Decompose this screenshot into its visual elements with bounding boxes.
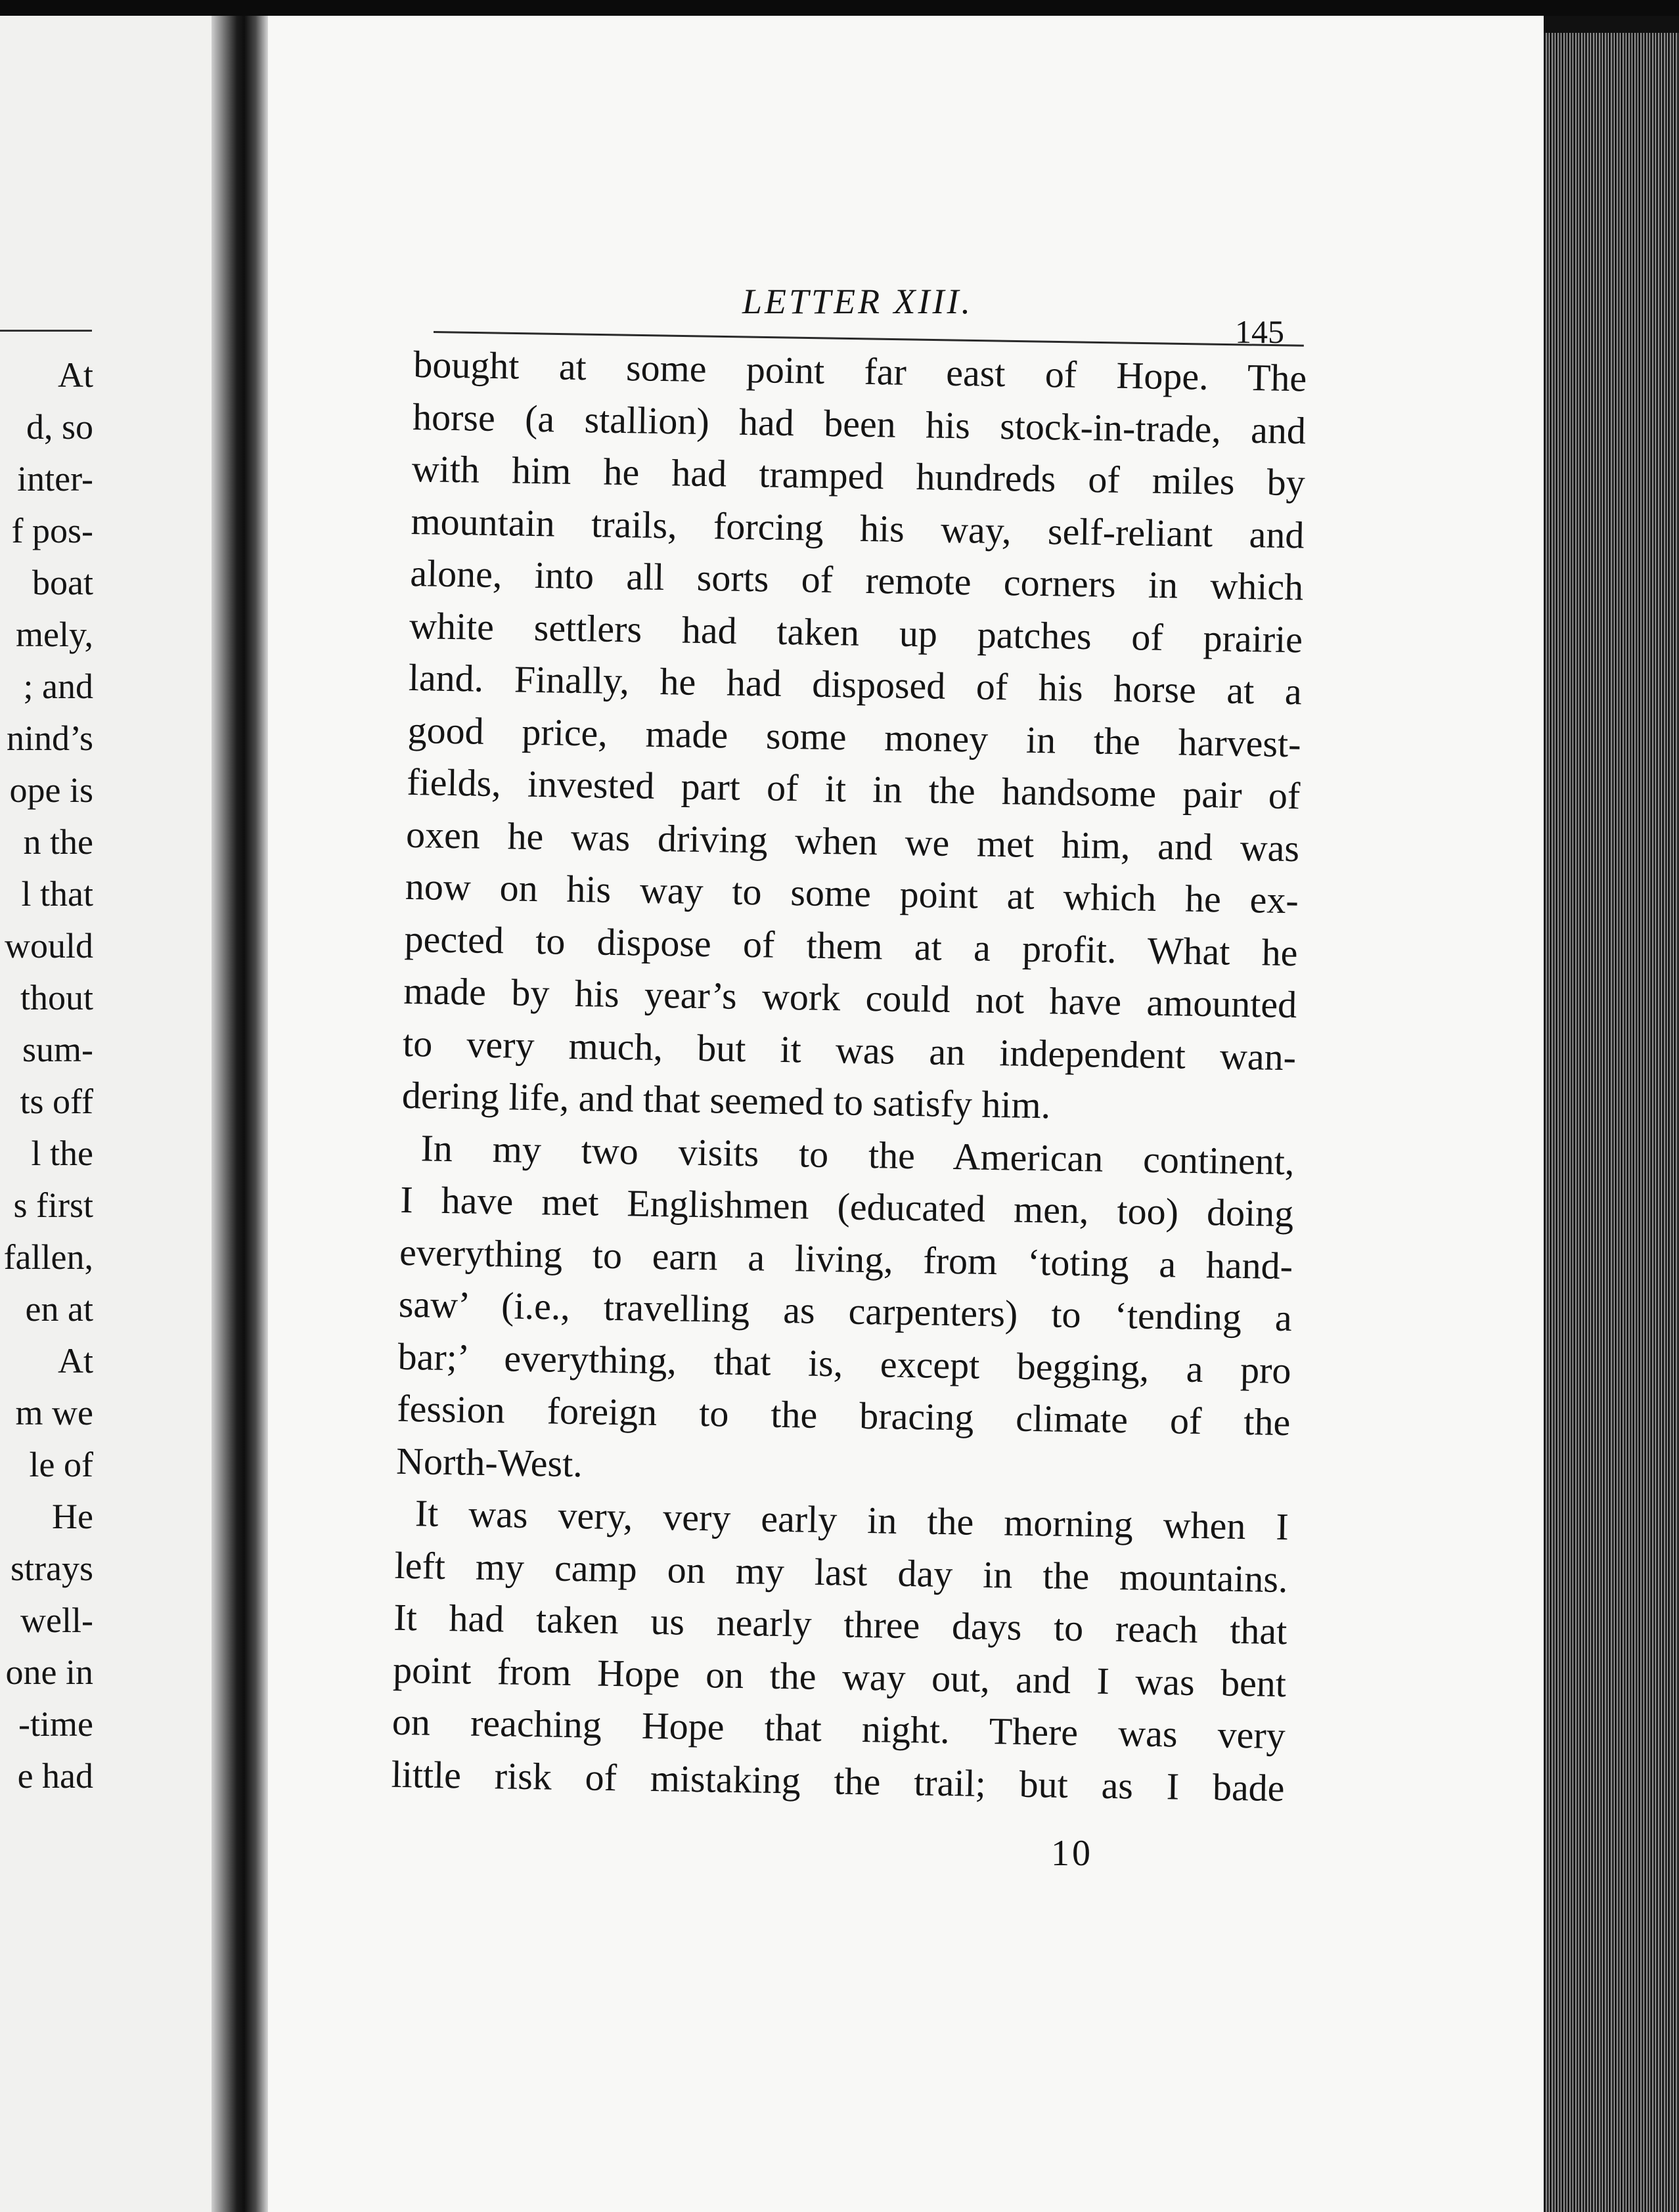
- text-line: alone, into all sorts of remote corners in which: [409, 551, 1304, 609]
- left-line: ts off: [20, 1082, 93, 1121]
- text-line: horse (a stallion) had been his stock-in-trade, and: [412, 395, 1307, 452]
- left-line: d, so: [26, 407, 93, 447]
- left-line: one in: [5, 1652, 93, 1692]
- left-line: He: [52, 1497, 93, 1536]
- left-line: fallen,: [3, 1237, 93, 1277]
- text-line: saw’ (i.e., travelling as carpenters) to ‘tending a: [398, 1282, 1293, 1340]
- left-page-rule: [0, 330, 92, 332]
- book-gutter: [212, 16, 268, 2212]
- text-line: mountain trails, forcing his way, self-reliant and: [411, 499, 1305, 556]
- page-number: 145: [1235, 313, 1284, 350]
- left-line: well-: [20, 1601, 93, 1640]
- text-line: now on his way to some point at which he ex-: [405, 864, 1299, 922]
- text-line: fields, invested part of it in the handsome pair of: [406, 760, 1301, 818]
- text-line: fession foreign to the bracing climate of the: [396, 1386, 1291, 1444]
- left-line: mely,: [16, 615, 93, 654]
- text-line: land. Finally, he had disposed of his horse at a: [408, 655, 1303, 713]
- left-line: en at: [25, 1289, 93, 1329]
- left-line: At: [58, 1341, 93, 1381]
- text-line: bar;’ everything, that is, except begging, a pro: [397, 1335, 1291, 1392]
- text-line: on reaching Hope that night. There was very: [392, 1700, 1286, 1758]
- left-line: -time: [18, 1704, 93, 1744]
- left-line: ; and: [23, 667, 93, 706]
- left-line: m we: [15, 1393, 93, 1432]
- left-line: l the: [31, 1134, 93, 1173]
- text-line: dering life, and that seemed to satisfy him.: [401, 1073, 1051, 1127]
- text-line: left my camp on my last day in the mountains.: [394, 1543, 1289, 1601]
- left-line: f pos-: [11, 511, 93, 550]
- running-head: [434, 281, 1307, 350]
- text-line: I have met Englishmen (educated men, too) doing: [399, 1178, 1294, 1235]
- left-line: inter-: [17, 459, 93, 498]
- text-line: made by his year’s work could not have amounted: [403, 969, 1297, 1027]
- text-line: to very much, but it was an independent wan-: [402, 1021, 1297, 1078]
- scan-top-shadow: [0, 0, 1679, 16]
- left-line: strays: [11, 1549, 93, 1588]
- body-text: [391, 338, 1307, 1814]
- text-line: oxen he was driving when we met him, and was: [405, 812, 1300, 870]
- left-line: e had: [17, 1756, 93, 1796]
- text-line: point from Hope on the way out, and I was bent: [392, 1648, 1287, 1705]
- text-line: In my two visits to the American continent,: [420, 1126, 1295, 1183]
- text-line: It was very, very early in the morning when I: [414, 1492, 1289, 1549]
- left-line: s first: [13, 1185, 93, 1225]
- text-line: North-West.: [395, 1439, 583, 1485]
- left-page-text: [0, 349, 93, 1802]
- text-line: good price, made some money in the harvest-: [407, 708, 1301, 765]
- left-line: would: [5, 926, 93, 965]
- text-line: with him he had tramped hundreds of miles by: [411, 447, 1306, 504]
- running-head-title: LETTER XIII.: [742, 282, 973, 321]
- left-line: le of: [29, 1445, 93, 1484]
- page-edges: [1544, 33, 1679, 2212]
- left-line: boat: [32, 563, 93, 602]
- left-line: n the: [23, 822, 93, 862]
- left-line: At: [58, 355, 93, 395]
- text-line: bought at some point far east of Hope. The: [413, 342, 1307, 400]
- left-line: ope is: [9, 770, 93, 810]
- left-line: l that: [21, 874, 93, 914]
- text-line: It had taken us nearly three days to reach that: [393, 1595, 1287, 1653]
- text-line: little risk of mistaking the trail; but as I bade: [391, 1752, 1286, 1809]
- text-line: everything to earn a living, from ‘toting a hand-: [399, 1230, 1293, 1287]
- text-line: pected to dispose of them at a profit. What he: [404, 917, 1298, 974]
- left-line: thout: [20, 978, 93, 1017]
- text-line: white settlers had taken up patches of prairie: [409, 604, 1303, 661]
- signature-mark: 10: [1051, 1833, 1093, 1874]
- left-line: nind’s: [6, 719, 93, 758]
- left-line: sum-: [22, 1030, 93, 1069]
